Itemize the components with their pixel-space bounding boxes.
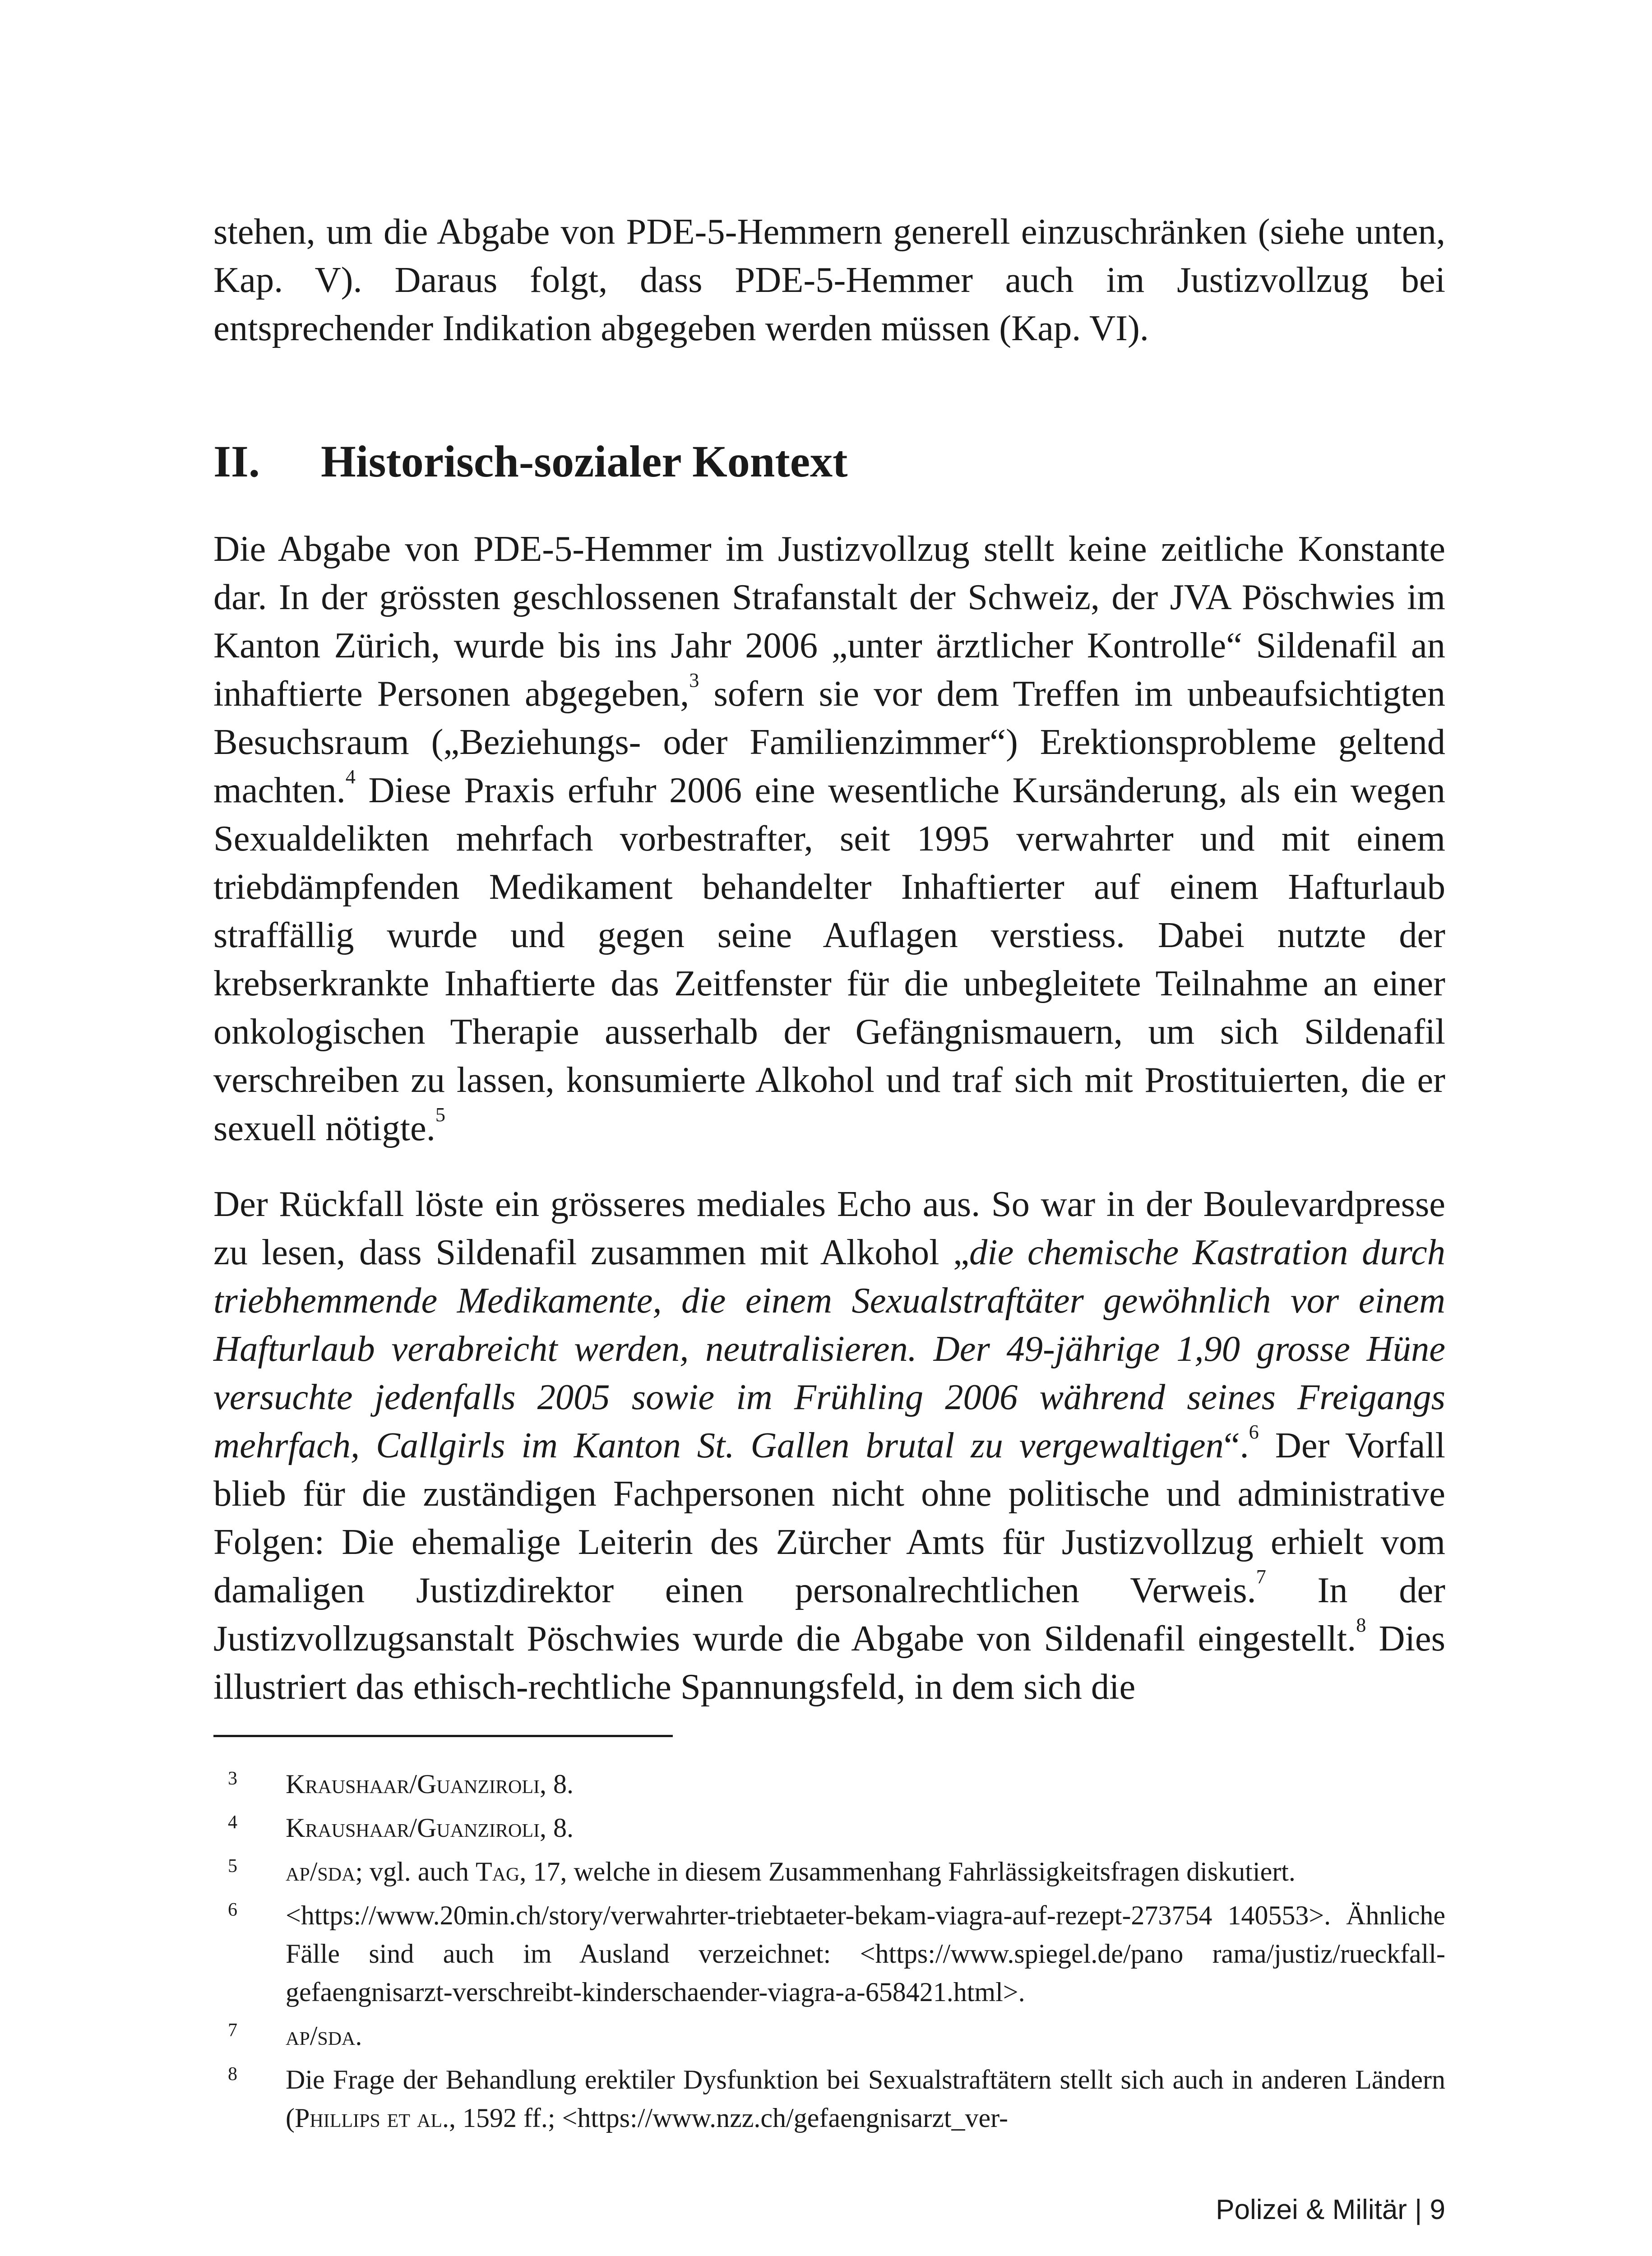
footnote-author: Kraushaar/Guanziroli xyxy=(286,1813,540,1843)
footnote-text xyxy=(286,2061,1445,2137)
footnote-ref-3[interactable]: 3 xyxy=(689,669,699,691)
page-footer: Polizei & Militär | 9 xyxy=(1216,2194,1445,2225)
footnote-7 xyxy=(228,2017,1445,2055)
paragraph-text: Der Rückfall löste ein grösseres mediales Echo aus. So war in der Boulevardpresse zu lesen, dass Sildenafil zusammen mit Alkohol „ xyxy=(213,1184,1445,1272)
footnote-text[interactable]: <https://www.20min.ch/story/verwahrter-triebtaeter-bekam-viagra-auf-rezept-273754 140553>. Ähnliche Fälle sind auch im Ausland verzeichnet: <https://www.spiegel.de/pano rama/justiz/rueckfall-gefaengnisarzt-verschreibt-kinderschaender-viagra-a-658421.html>. xyxy=(286,1900,1445,2007)
paragraph-text: Dies illustriert das ethisch-rechtliche Spannungsfeld, in dem sich die xyxy=(213,1618,1445,1707)
paragraph-text: Die Abgabe von PDE-5-Hemmer im Justizvollzug stellt keine zeitliche Konstante dar. In der grössten geschlossenen Strafanstalt der Schweiz, der JVA Pöschwies im Kanton Zürich, wurde bis ins Jahr 2006 „unter ärztlicher Kontrolle“ Sildenafil an inhaftierte Personen abgegeben, xyxy=(213,529,1445,714)
footnote-8 xyxy=(228,2061,1445,2137)
footnote-text xyxy=(286,1765,1445,1803)
paragraph-text: sofern sie vor dem Treffen im unbeaufsichtigten Besuchsraum („Beziehungs- oder Familienzimmer“) Erektionsprobleme geltend machten. xyxy=(213,674,1445,810)
footnote-number: 7 xyxy=(228,2020,237,2041)
footnote-number: 4 xyxy=(228,1812,237,1833)
footnote-5 xyxy=(228,1853,1445,1891)
footnote-author: Tag xyxy=(476,1857,520,1886)
footnote-ref-5[interactable]: 5 xyxy=(435,1103,445,1126)
paragraph-text: stehen, um die Abgabe von PDE-5-Hemmern generell einzuschränken (siehe unten, Kap. V). Daraus folgt, dass PDE-5-Hemmer auch im Justizvollzug bei entsprechender Indikation abgegeben werden müssen (Kap. VI). xyxy=(213,212,1445,348)
footnote-number: 5 xyxy=(228,1856,237,1877)
footnote-3 xyxy=(228,1765,1445,1803)
footnote-rest: . xyxy=(355,2021,362,2051)
paragraph-text: “. xyxy=(1223,1425,1249,1465)
paragraph-media-echo xyxy=(213,1180,1445,1711)
footnote-4 xyxy=(228,1809,1445,1847)
paragraph-context xyxy=(213,525,1445,1152)
footnote-source: ap/sda xyxy=(286,2021,356,2051)
footnote-rest: Die Frage der Behandlung erektiler Dysfunktion bei Sexualstraftätern stellt sich auch in anderen Ländern ( xyxy=(286,2065,1445,2133)
footnote-author: Phillips et al. xyxy=(294,2103,449,2133)
paragraph-text: Der Vorfall blieb für die zuständigen Fachpersonen nicht ohne politische und administrative Folgen: Die ehemalige Leiterin des Zürcher Amts für Justizvollzug erhielt vom damaligen Justizdirektor einen personalrechtlichen Verweis. xyxy=(213,1425,1445,1610)
footnote-text xyxy=(286,2017,1445,2055)
page-body xyxy=(213,208,1445,1711)
footnote-author: Kraushaar/Guanziroli xyxy=(286,1769,540,1799)
footnote-divider xyxy=(213,1735,673,1737)
section-number: II. xyxy=(213,436,260,486)
footnote-6 xyxy=(228,1896,1445,2011)
press-quote: die chemische Kastration durch triebhemmende Medikamente, die einem Sexualstraftäter gewöhnlich vor einem Hafturlaub verabreicht werden, neutralisieren. Der 49-jährige 1,90 grosse Hüne versuchte jedenfalls 2005 sowie im Frühling 2006 während seines Freigangs mehrfach, Callgirls im Kanton St. Gallen brutal zu vergewaltigen xyxy=(213,1232,1445,1465)
footnote-number: 3 xyxy=(228,1768,237,1789)
footnote-rest: ; vgl. auch xyxy=(355,1857,476,1886)
footnote-text xyxy=(286,1809,1445,1847)
footnote-ref-4[interactable]: 4 xyxy=(345,765,356,788)
footnote-text xyxy=(286,1853,1445,1891)
section-title: Historisch-sozialer Kontext xyxy=(321,436,848,486)
footnote-ref-8[interactable]: 8 xyxy=(1356,1613,1366,1636)
paragraph-intro xyxy=(213,208,1445,352)
paragraph-text: Diese Praxis erfuhr 2006 eine wesentliche Kursänderung, als ein wegen Sexualdelikten mehrfach vorbestrafter, seit 1995 verwahrter und mit einem triebdämpfenden Medikament behandelter Inhaftierter auf einem Hafturlaub straffällig wurde und gegen seine Auflagen verstiess. Dabei nutzte der krebserkrankte Inhaftierte das Zeitfenster für die unbegleitete Teilnahme an einer onkologischen Therapie ausserhalb der Gefängnismauern, um sich Sildenafil verschreiben zu lassen, konsumierte Alkohol und traf sich mit Prostituierten, die er sexuell nötigte. xyxy=(213,770,1445,1148)
footnote-source: ap/sda xyxy=(286,1857,356,1886)
footnote-number: 8 xyxy=(228,2064,237,2085)
paragraph-text: In der Justizvollzugsanstalt Pöschwies wurde die Abgabe von Sildenafil eingestellt. xyxy=(213,1570,1445,1659)
footnote-ref-7[interactable]: 7 xyxy=(1256,1565,1266,1588)
footnote-rest: , 8. xyxy=(540,1813,574,1843)
footnote-rest: , 1592 ff.; <https://www.nzz.ch/gefaengnisarzt_ver- xyxy=(449,2103,1008,2133)
footnote-rest: , 17, welche in diesem Zusammenhang Fahrlässigkeitsfragen diskutiert. xyxy=(519,1857,1296,1886)
section-heading xyxy=(213,435,1445,489)
footnotes xyxy=(228,1765,1445,2143)
footnote-number: 6 xyxy=(228,1900,237,1920)
footnote-rest: , 8. xyxy=(540,1769,574,1799)
footnote-ref-6[interactable]: 6 xyxy=(1249,1420,1259,1443)
